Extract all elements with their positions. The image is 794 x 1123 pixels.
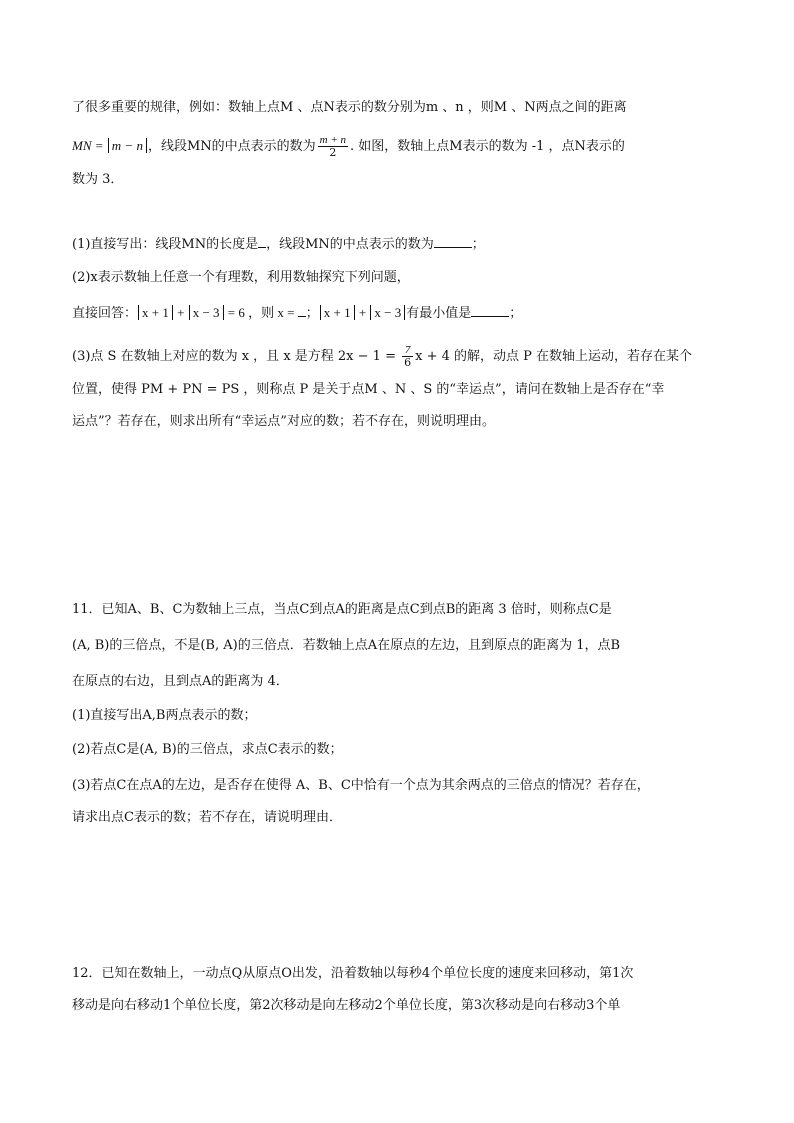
q10-intro-line-2: MN = m − n ，线段MN的中点表示的数为 $\frac{m + n}{2}$ . 如图，数轴上点M表示的数为 -1 ，点N表示的	[72, 134, 625, 159]
abs-x-minus-3: x − 3	[189, 305, 224, 320]
q11-line-3: 在原点的右边，且到点A的距离为 4．	[72, 674, 289, 689]
q12-line-2: 移动是向右移动1个单位长度，第2次移动是向左移动2个单位长度，第3次移动是向右移动3个单	[72, 998, 621, 1013]
answer-blank	[258, 234, 266, 248]
q10-part-1: (1)直接写出：线段MN的长度是 ，线段MN的中点表示的数为 ；	[72, 234, 485, 255]
q10-part-3-line-3: 运点”？若存在，则求出所有“幸运点”对应的数；若不存在，则说明理由。	[72, 414, 495, 429]
q12-line-1: 12．已知在数轴上，一动点Q从原点O出发，沿着数轴以每秒4个单位长度的速度来回移动，第1次	[72, 966, 634, 981]
answer-blank	[471, 303, 509, 317]
fraction-seven-sixths: $\frac{7}{6}$	[404, 344, 412, 369]
abs-mn: m − n	[108, 138, 147, 153]
q11-part-2: (2)若点C是(A, B)的三倍点，求点C表示的数；	[72, 742, 343, 757]
q11-part-3-line-2: 请求出点C表示的数；若不存在，请说明理由．	[72, 810, 342, 825]
abs-x-plus-1: x + 1	[320, 305, 355, 320]
abs-x-minus-3: x − 3	[370, 305, 405, 320]
answer-blank	[434, 234, 472, 248]
fraction-midpoint: $\frac{m + n}{2}$	[319, 134, 347, 159]
q11-line-1: 11．已知A、B、C为数轴上三点，当点C到点A的距离是点C到点B的距离 3 倍时，则称点C是	[72, 602, 612, 617]
q10-intro-line-3: 数为 3．	[72, 172, 124, 187]
q10-part-2: (2)x表示数轴上任意一个有理数，利用数轴探究下列问题，	[72, 270, 410, 285]
q10-part-2-question: 直接回答： x + 1 + x − 3 = 6 ，则 x = ； x + 1 + x − 3 有最小值是 ；	[72, 305, 523, 321]
answer-blank	[298, 303, 306, 317]
q11-line-2: (A, B)的三倍点，不是(B, A)的三倍点．若数轴上点A在原点的左边，且到原点的距离为 1，点B	[72, 638, 621, 653]
q10-part-3-line-1: (3)点 S 在数轴上对应的数为 x ，且 x 是方程 2x − 1 = $\frac{7}{6}$ x + 4 的解，动点 P 在数轴上运动，若存在某个	[72, 344, 693, 369]
abs-x-plus-1: x + 1	[138, 305, 173, 320]
q11-part-3-line-1: (3)若点C在点A的左边，是否存在使得 A、B、C中恰有一个点为其余两点的三倍点的情况？若存在，	[72, 778, 650, 793]
q10-intro-line-1: 了很多重要的规律，例如：数轴上点M 、点N表示的数分别为m 、n ，则M 、N两点之间的距离	[72, 100, 627, 115]
q11-part-1: (1)直接写出A,B两点表示的数；	[72, 708, 257, 723]
q10-part-3-line-2: 位置，使得 PM + PN = PS ，则称点 P 是关于点M 、N 、S 的“幸运点”，请问在数轴上是否存在“幸	[72, 382, 665, 397]
